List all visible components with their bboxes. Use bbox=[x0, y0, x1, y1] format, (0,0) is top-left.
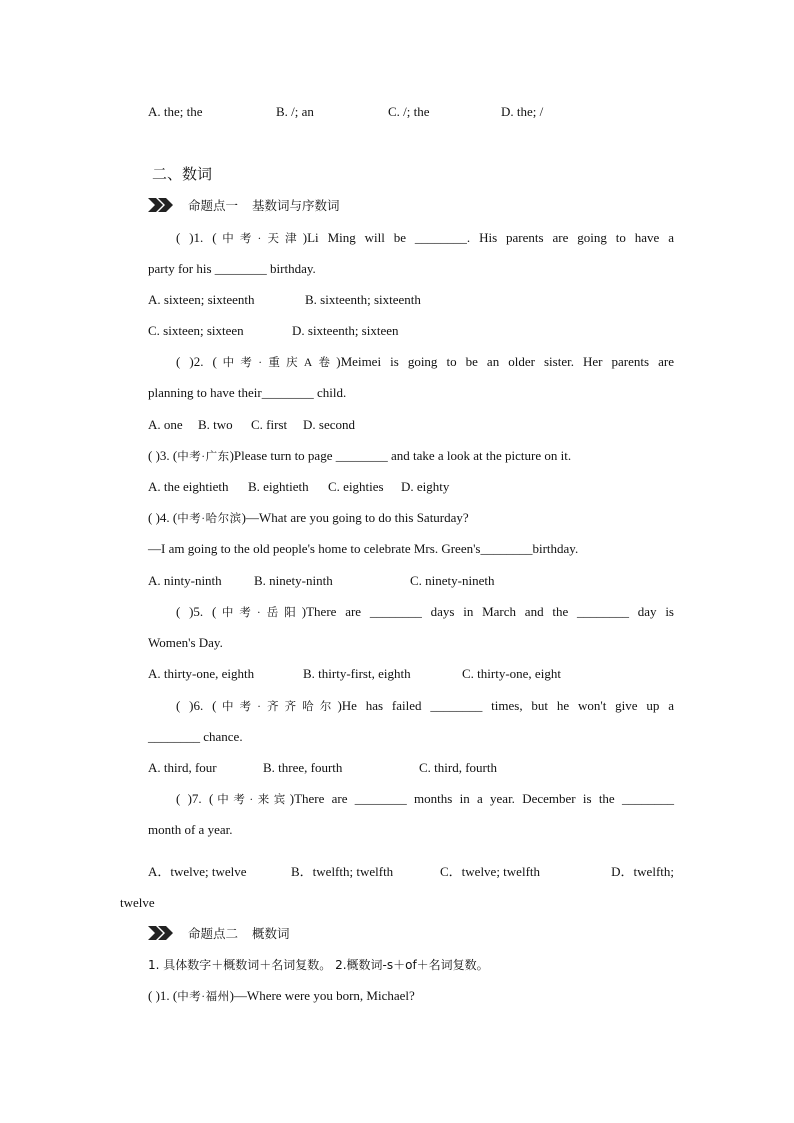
question-text: )There are ________ months in a year. December is the ________ bbox=[289, 791, 674, 806]
question-4-line-2: —I am going to the old people's home to celebrate Mrs. Green's________birthday. bbox=[148, 541, 579, 556]
question-6-line-2: ________ chance. bbox=[148, 729, 243, 744]
option-c: C. first bbox=[251, 417, 288, 432]
point-label: 命题点一 bbox=[188, 198, 239, 213]
point-title: 概数词 bbox=[252, 926, 290, 941]
question-6-line-1 bbox=[176, 698, 674, 715]
question-4-options bbox=[148, 573, 495, 589]
question-number: ( )4. ( bbox=[148, 510, 178, 525]
option-c: C. thirty-one, eight bbox=[462, 666, 561, 681]
option-b: B. two bbox=[198, 417, 233, 432]
question-source: 中考·广东 bbox=[177, 451, 230, 463]
question-text: )Li Ming will be ________. His parents are going to have a bbox=[302, 230, 674, 245]
point-title: 基数词与序数词 bbox=[252, 198, 340, 213]
question-number: ( )7. ( bbox=[176, 791, 214, 806]
question-text: )—What are you going to do this Saturday? bbox=[241, 510, 469, 525]
question-source: 中考·来宾 bbox=[213, 794, 290, 806]
rule-tip: 1. 具体数字＋概数词＋名词复数。 2.概数词-s＋of＋名词复数。 bbox=[148, 958, 489, 972]
question-number: ( )1. ( bbox=[176, 230, 217, 245]
option-a: A. the; the bbox=[148, 104, 203, 119]
question-5-line-1 bbox=[176, 604, 674, 621]
question-text: )There are ________ days in March and the ________ day is bbox=[301, 604, 674, 619]
option-b: B. eightieth bbox=[248, 479, 309, 494]
section-title: 二、数词 bbox=[152, 165, 213, 183]
question-1-options-row-1 bbox=[148, 292, 421, 308]
option-b: B. ninety-ninth bbox=[254, 573, 333, 588]
question-2-line-1 bbox=[176, 354, 674, 371]
question-2-options bbox=[148, 417, 355, 433]
question-7-options bbox=[148, 864, 674, 880]
option-c: C. sixteen; sixteen bbox=[148, 323, 244, 338]
question-source: 中考·福州 bbox=[177, 991, 230, 1003]
point-label: 命题点二 bbox=[188, 926, 239, 941]
question-number: ( )2. ( bbox=[176, 354, 217, 369]
question-text: )Meimei is going to be an older sister. Her parents are bbox=[336, 354, 674, 369]
option-a: A. ninty-ninth bbox=[148, 573, 222, 588]
question-1-line-2: party for his ________ birthday. bbox=[148, 261, 316, 276]
option-b: B. sixteenth; sixteenth bbox=[305, 292, 421, 307]
question-text: )He has failed ________ times, but he won't give up a bbox=[337, 698, 674, 713]
option-d: D. sixteenth; sixteen bbox=[292, 323, 399, 338]
double-arrow-icon bbox=[148, 926, 174, 940]
option-a: A. sixteen; sixteenth bbox=[148, 292, 255, 307]
option-a: A. third, four bbox=[148, 760, 217, 775]
double-arrow-icon bbox=[148, 198, 174, 212]
option-c: C. /; the bbox=[388, 104, 430, 119]
option-b: B．twelfth; twelfth bbox=[291, 864, 394, 879]
point-heading-2 bbox=[148, 926, 290, 942]
question-1-options-row-2 bbox=[148, 323, 399, 339]
question-text: )Please turn to page ________ and take a look at the picture on it. bbox=[229, 448, 572, 463]
question-number: ( )5. ( bbox=[176, 604, 217, 619]
question-1-line-1 bbox=[176, 230, 674, 247]
question-2-line-2: planning to have their________ child. bbox=[148, 385, 347, 400]
option-d: D. the; / bbox=[501, 104, 544, 119]
question-source: 中考·天津 bbox=[216, 233, 303, 245]
option-c: C．twelve; twelfth bbox=[440, 864, 541, 879]
option-a: A. one bbox=[148, 417, 183, 432]
question-number: ( )1. ( bbox=[148, 988, 178, 1003]
question-text: )—Where were you born, Michael? bbox=[229, 988, 415, 1003]
question-3-options bbox=[148, 479, 449, 495]
option-c: C. ninety-nineth bbox=[410, 573, 495, 588]
question-source: 中考·哈尔滨 bbox=[177, 513, 242, 525]
question-8-line-1 bbox=[148, 988, 415, 1005]
question-number: ( )3. ( bbox=[148, 448, 178, 463]
prev-options bbox=[148, 104, 543, 120]
option-b: B. /; an bbox=[276, 104, 314, 119]
option-d: D. eighty bbox=[401, 479, 450, 494]
question-source: 中考·重庆A卷 bbox=[216, 357, 337, 369]
option-a: A．twelve; twelve bbox=[148, 864, 247, 879]
question-3-line-1 bbox=[148, 448, 571, 465]
question-7-line-1 bbox=[176, 791, 674, 808]
question-source: 中考·齐齐哈尔 bbox=[216, 701, 338, 713]
option-a: A. the eightieth bbox=[148, 479, 229, 494]
question-source: 中考·岳阳 bbox=[216, 607, 302, 619]
question-6-options bbox=[148, 760, 497, 776]
option-d: D．twelfth; bbox=[611, 864, 674, 879]
point-heading-1 bbox=[148, 198, 340, 214]
question-7-line-2: month of a year. bbox=[148, 822, 233, 837]
option-b: B. thirty-first, eighth bbox=[303, 666, 411, 681]
option-b: B. three, fourth bbox=[263, 760, 343, 775]
option-c: C. third, fourth bbox=[419, 760, 497, 775]
question-number: ( )6. ( bbox=[176, 698, 217, 713]
question-7-option-wrap: twelve bbox=[120, 895, 155, 910]
question-5-options bbox=[148, 666, 561, 682]
option-d: D. second bbox=[303, 417, 355, 432]
question-5-line-2: Women's Day. bbox=[148, 635, 223, 650]
option-a: A. thirty-one, eighth bbox=[148, 666, 255, 681]
question-4-line-1 bbox=[148, 510, 469, 527]
option-c: C. eighties bbox=[328, 479, 384, 494]
